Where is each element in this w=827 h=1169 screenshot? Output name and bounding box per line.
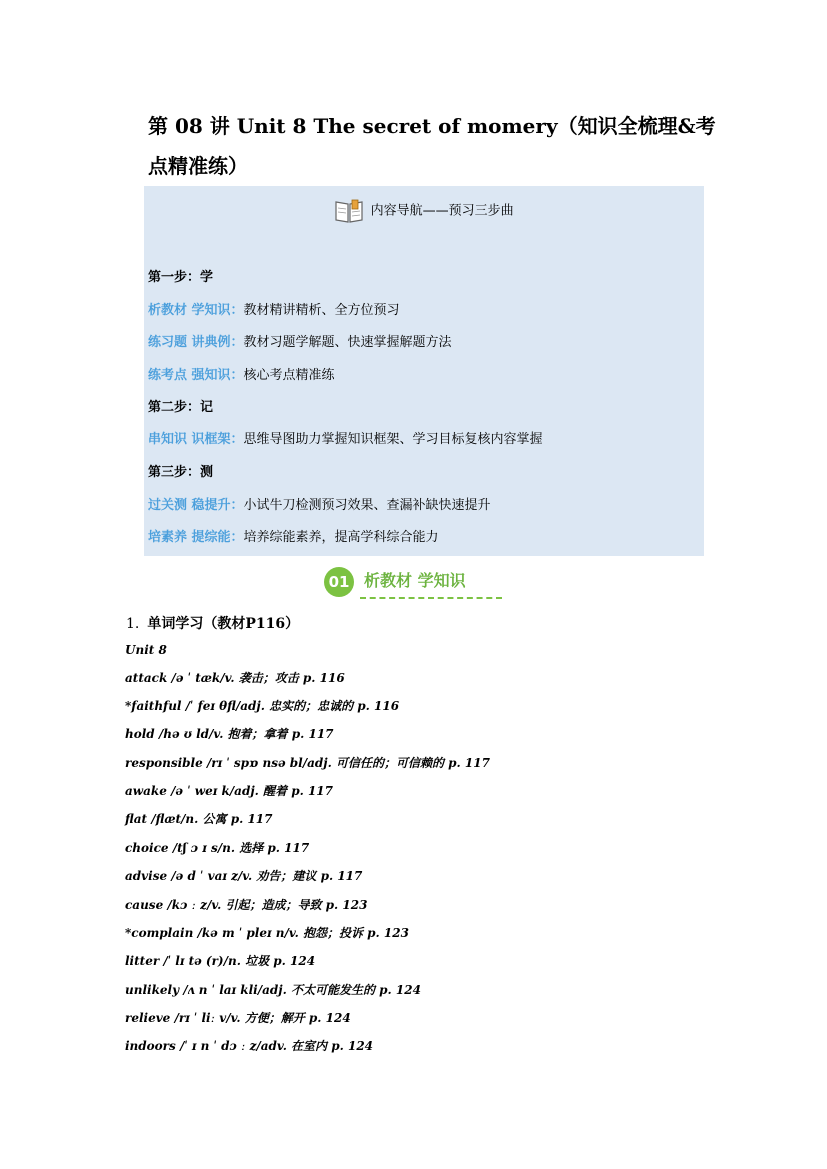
unit-label: Unit 8 [125, 643, 167, 657]
nav-item-3 [148, 367, 335, 385]
word-entry: advise /ə d ˈ vaɪ z/v. 劝告；建议 p. 117 [125, 869, 363, 883]
word-entry: awake /ə ˈ weɪ k/adj. 醒着 p. 117 [125, 784, 334, 798]
word-entry: responsible /rɪ ˈ spɒ nsə bl/adj. 可信任的；可信赖的 p. 117 [125, 756, 490, 770]
page-title: 第 08 讲 Unit 8 The secret of momery（知识全梳理&考点精准练） [148, 114, 716, 178]
vocab-heading-text: 单词学习（教材P116） [147, 616, 300, 632]
nav-item-3-tag: 练考点 强知识： [148, 368, 244, 383]
section-divider [360, 597, 502, 599]
nav-item-5-text: 小试牛刀检测预习效果、查漏补缺快速提升 [243, 498, 491, 513]
word-entry: *faithful /ˈ feɪ θfl/adj. 忠实的；忠诚的 p. 116 [125, 699, 400, 713]
content-navigation-box [144, 186, 704, 556]
step-3: 第三步：测 [148, 465, 214, 480]
nav-item-4-text: 思维导图助力掌握知识框架、学习目标复核内容掌握 [243, 432, 543, 447]
word-entry: cause /kɔ ː z/v. 引起；造成；导致 p. 123 [125, 898, 368, 912]
nav-item-6 [148, 529, 439, 547]
nav-header [144, 198, 704, 224]
vocab-heading-number: 1. [126, 616, 140, 632]
word-entry: indoors /ˈ ɪ n ˈ dɔ ː z/adv. 在室内 p. 124 [125, 1039, 374, 1053]
nav-item-2 [148, 334, 452, 352]
section-badge [324, 563, 514, 603]
nav-item-4 [148, 431, 543, 449]
book-icon [334, 198, 364, 224]
word-entry: *complain /kə m ˈ pleɪ n/v. 抱怨；投诉 p. 123 [125, 926, 409, 940]
nav-item-1-tag: 析教材 学知识： [148, 303, 244, 318]
step-2: 第二步：记 [148, 400, 214, 415]
word-entry: choice /tʃ ɔ ɪ s/n. 选择 p. 117 [125, 841, 310, 855]
nav-item-5-tag: 过关测 稳提升： [148, 498, 244, 513]
nav-item-2-text: 教材习题学解题、快速掌握解题方法 [243, 335, 452, 350]
word-entry: unlikely /ʌ n ˈ laɪ kli/adj. 不太可能发生的 p. 124 [125, 983, 421, 997]
nav-item-6-tag: 培素养 提综能： [148, 530, 244, 545]
nav-item-1-text: 教材精讲精析、全方位预习 [243, 303, 400, 318]
word-entry: attack /ə ˈ tæk/v. 袭击；攻击 p. 116 [125, 671, 345, 685]
nav-header-text: 内容导航——预习三步曲 [370, 203, 514, 219]
vocab-heading [126, 613, 299, 635]
word-entry: flat /flæt/n. 公寓 p. 117 [125, 812, 273, 826]
word-entry: litter /ˈ lɪ tə (r)/n. 垃圾 p. 124 [125, 954, 316, 968]
nav-item-5 [148, 497, 491, 515]
nav-item-4-tag: 串知识 识框架： [148, 432, 244, 447]
nav-item-3-text: 核心考点精准练 [243, 368, 335, 383]
nav-item-1 [148, 302, 400, 320]
section-label: 析教材 学知识 [364, 571, 466, 590]
nav-item-2-tag: 练习题 讲典例： [148, 335, 244, 350]
word-entry: relieve /rɪ ˈ liː v/v. 方便；解开 p. 124 [125, 1011, 351, 1025]
step-1: 第一步：学 [148, 270, 214, 285]
nav-item-6-text: 培养综能素养，提高学科综合能力 [243, 530, 439, 545]
word-entry: hold /hə ʊ ld/v. 抱着；拿着 p. 117 [125, 727, 334, 741]
section-number: 01 [324, 567, 354, 597]
